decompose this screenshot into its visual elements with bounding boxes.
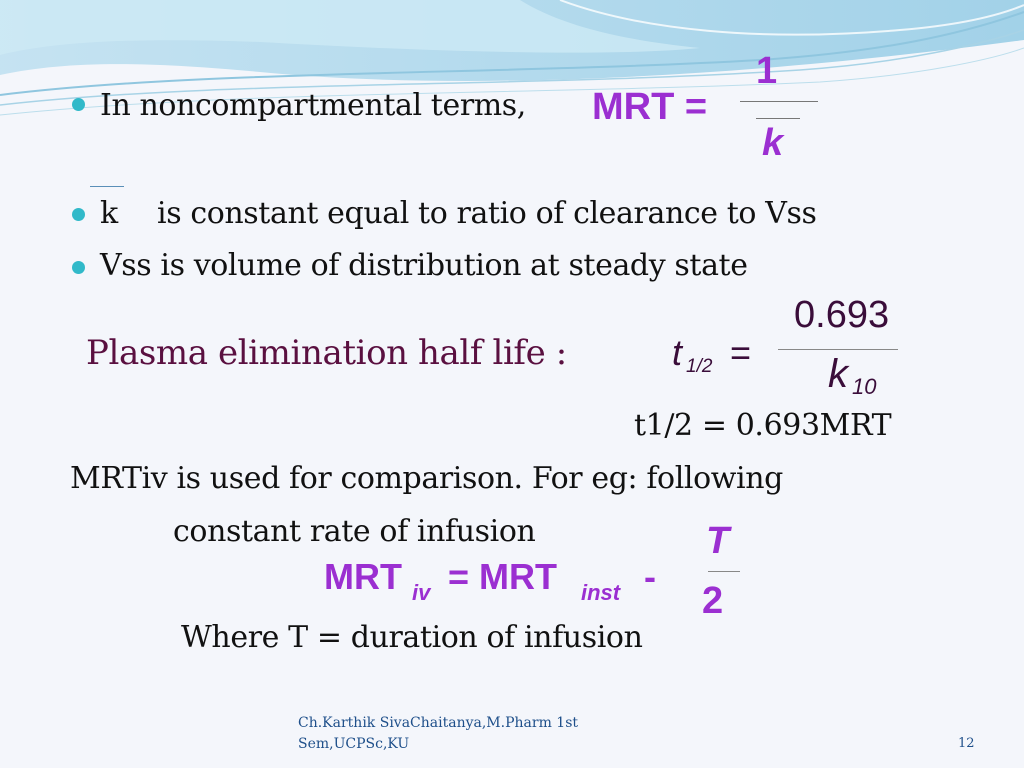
infusion-formula-denominator: 2 [702, 580, 724, 622]
half-life-subscript: 1/2 [686, 356, 713, 377]
mrt-formula-numerator: 1 [756, 50, 778, 92]
half-life-numerator: 0.693 [794, 294, 890, 336]
infusion-formula-minus: - [644, 556, 656, 597]
bullet-dot-icon [72, 261, 85, 274]
bullet-dot-icon [72, 208, 85, 221]
infusion-formula-sub-iv: iv [412, 580, 431, 605]
infusion-formula-numerator: T [706, 520, 730, 562]
infusion-formula-sub-inst: inst [581, 580, 621, 605]
mrtiv-comparison-line: MRTiv is used for comparison. For eg: following [70, 461, 783, 496]
infusion-fraction-bar [708, 571, 740, 572]
bullet-text-noncompartmental: In noncompartmental terms, [100, 88, 526, 123]
half-life-label: Plasma elimination half life : [86, 333, 567, 373]
half-life-denominator: k [828, 352, 848, 396]
half-life-t: t [672, 332, 683, 373]
page-number: 12 [958, 736, 975, 751]
half-life-equals: = [730, 332, 752, 373]
infusion-formula-mrt: MRT [324, 556, 402, 597]
k-bar-decoration [756, 118, 800, 119]
where-t-line: Where T = duration of infusion [181, 620, 643, 655]
k-bar-overline [90, 186, 124, 187]
mrt-formula-lhs: MRT = [592, 86, 708, 128]
infusion-line: constant rate of infusion [173, 514, 536, 549]
footer-author-line2: Sem,UCPSc,KU [298, 736, 410, 752]
bullet-dot-icon [72, 98, 85, 111]
half-life-mrt-relation: t1/2 = 0.693MRT [634, 408, 892, 443]
bullet-text-k-definition: is constant equal to ratio of clearance to Vss [157, 196, 817, 231]
bullet-k-symbol: k [100, 196, 118, 231]
infusion-formula-equals-mrt: = MRT [448, 556, 558, 597]
half-life-denominator-subscript: 10 [852, 374, 877, 399]
bullet-text-vss-definition: Vss is volume of distribution at steady state [100, 248, 748, 283]
half-life-fraction-bar [778, 349, 898, 350]
footer-author-line1: Ch.Karthik SivaChaitanya,M.Pharm 1st [298, 715, 579, 731]
mrt-formula-denominator: k [762, 122, 784, 164]
mrt-fraction-bar [740, 101, 818, 102]
